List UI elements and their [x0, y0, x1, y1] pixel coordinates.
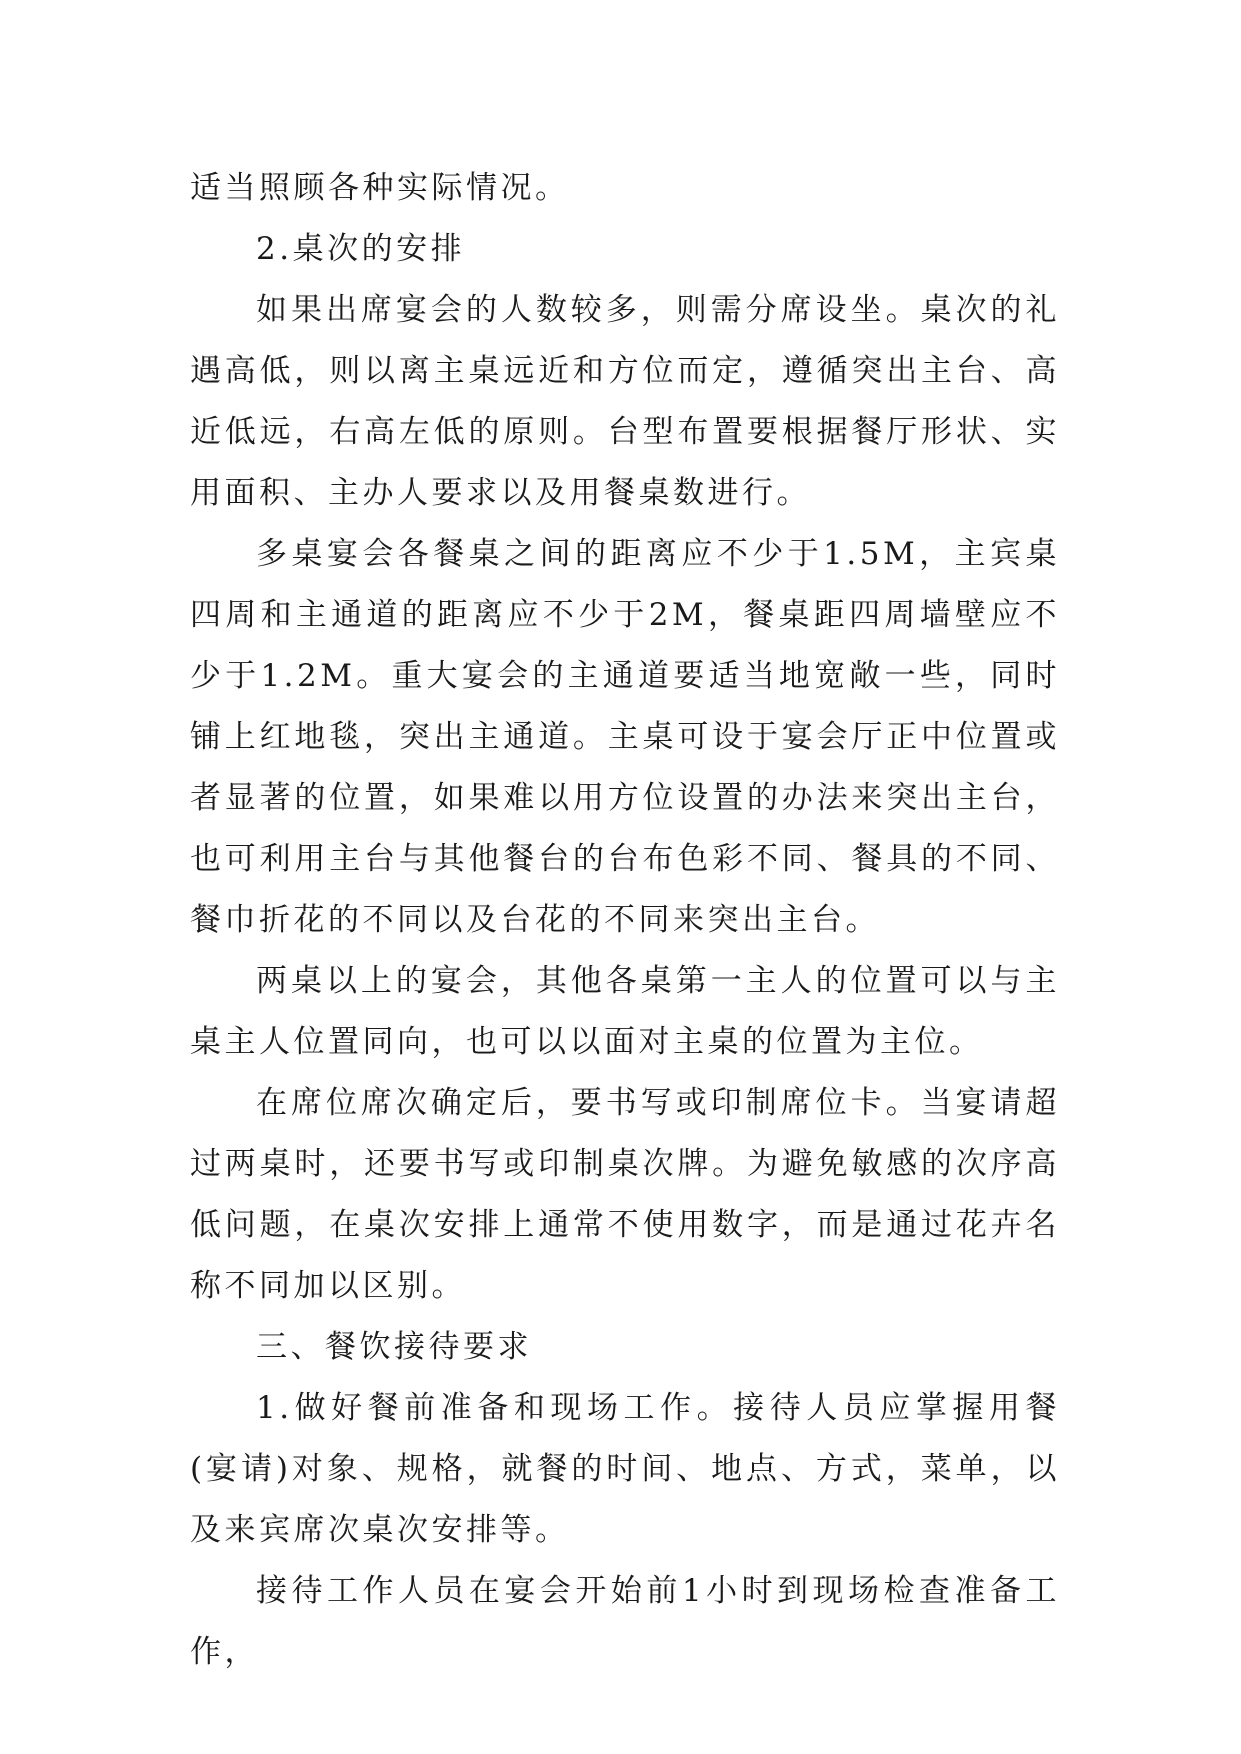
- paragraph-5: 两桌以上的宴会，其他各桌第一主人的位置可以与主桌主人位置同向，也可以以面对主桌的位置为主位。: [190, 963, 1060, 1060]
- paragraph-9: 接待工作人员在宴会开始前1小时到现场检查准备工作，: [190, 1573, 1060, 1670]
- section-heading-table-arrangement: 2.桌次的安排: [256, 231, 466, 267]
- paragraph-8: 1.做好餐前准备和现场工作。接待人员应掌握用餐(宴请)对象、规格，就餐的时间、地点、方式，菜单，以及来宾席次桌次安排等。: [190, 1390, 1060, 1548]
- paragraph-1: 适当照顾各种实际情况。: [190, 170, 570, 206]
- section-heading-catering-requirements: 三、餐饮接待要求: [256, 1329, 532, 1365]
- paragraph-4: 多桌宴会各餐桌之间的距离应不少于1.5M，主宾桌四周和主通道的距离应不少于2M，餐桌距四周墙壁应不少于1.2M。重大宴会的主通道要适当地宽敞一些，同时铺上红地毯，突出主通道。主桌可设于宴会厅正中位置或者显著的位置，如果难以用方位设置的办法来突出主台，也可利用主台与其他餐台的台布色彩不同、餐具的不同、餐巾折花的不同以及台花的不同来突出主台。: [190, 536, 1060, 938]
- paragraph-3: 如果出席宴会的人数较多，则需分席设坐。桌次的礼遇高低，则以离主桌远近和方位而定，遵循突出主台、高近低远，右高左低的原则。台型布置要根据餐厅形状、实用面积、主办人要求以及用餐桌数进行。: [190, 292, 1060, 511]
- document-body: [190, 158, 1060, 1683]
- paragraph-6: 在席位席次确定后，要书写或印制席位卡。当宴请超过两桌时，还要书写或印制桌次牌。为避免敏感的次序高低问题，在桌次安排上通常不使用数字，而是通过花卉名称不同加以区别。: [190, 1085, 1060, 1304]
